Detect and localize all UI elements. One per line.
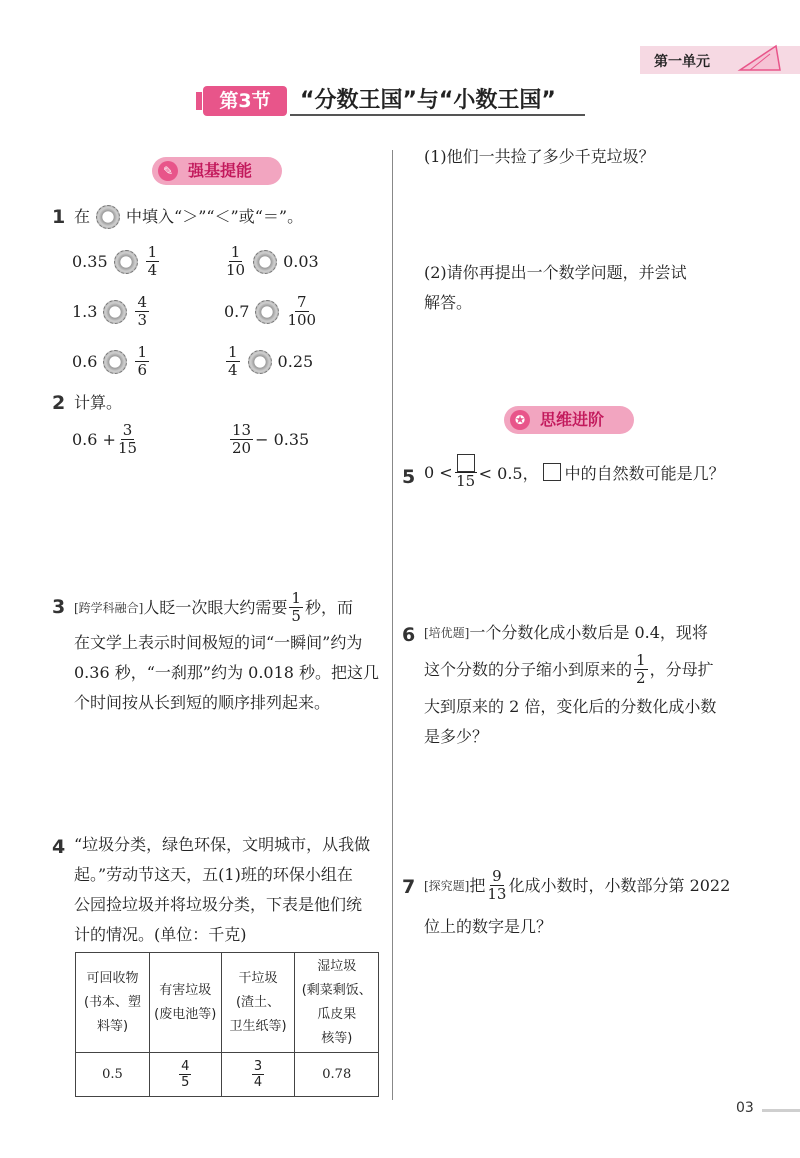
q1-item-6-frac xyxy=(226,344,240,379)
q3-line-1a: 人眨一次眼大约需要 xyxy=(143,597,288,617)
header-line: 瓜皮果 xyxy=(317,1006,357,1022)
header-line: (剩菜剩饭、 xyxy=(301,982,372,998)
table-row xyxy=(76,1053,379,1097)
q6-line-2b: ，分母扩 xyxy=(649,659,714,679)
q1-item-5-frac xyxy=(135,344,149,379)
table-header xyxy=(295,953,379,1053)
header-line: 卫生纸等) xyxy=(229,1018,287,1034)
q3-tag: [跨学科融合] xyxy=(74,600,144,615)
header-line: (废电池等) xyxy=(154,1006,217,1022)
q6-line-3: 大到原来的 2 倍，变化后的分数化成小数 xyxy=(424,697,717,716)
q7-part-a: 把 xyxy=(469,875,486,895)
cell-frac xyxy=(252,1059,264,1090)
page-number-bar xyxy=(762,1109,800,1112)
q7-line-1 xyxy=(424,868,730,903)
q1-item-2-right: 0.03 xyxy=(283,252,319,271)
frac-den: 10 xyxy=(226,261,246,279)
q3-line-1b: 秒，而 xyxy=(304,597,353,617)
frac-den: 20 xyxy=(232,439,252,457)
q3-number: 3 xyxy=(52,596,66,618)
frac-den: 3 xyxy=(137,311,147,329)
q3-line-2: 在文学上表示时间极短的词“一瞬间”约为 xyxy=(74,633,363,652)
frac-num: 1 xyxy=(291,589,301,607)
header-line: 可回收物 xyxy=(86,970,139,986)
q2-expr-1 xyxy=(72,422,139,457)
q6-line-4: 是多少？ xyxy=(424,727,489,746)
header-line: 有害垃圾 xyxy=(159,982,212,998)
frac-num: 13 xyxy=(232,421,252,439)
pencil-icon: ✎ xyxy=(158,161,178,181)
q4-sub-2b: 解答。 xyxy=(424,293,473,312)
section-advanced-label: 思维进阶 xyxy=(540,410,605,429)
q7-tag: [探究题] xyxy=(424,878,470,893)
section-advanced xyxy=(504,406,634,434)
q1-item-3-frac xyxy=(135,294,149,329)
header-line: 料等) xyxy=(96,1018,129,1034)
q1-item-4 xyxy=(224,294,318,329)
q6-number: 6 xyxy=(402,624,416,646)
q3-line-3: 0.36 秒，“一刹那”约为 0.018 秒。把这几 xyxy=(74,663,380,682)
table-cell xyxy=(149,1053,221,1097)
title-underline xyxy=(290,114,585,116)
q1-item-5 xyxy=(72,344,151,379)
medal-icon: ✪ xyxy=(510,410,530,430)
header-line: (书本、塑 xyxy=(83,994,142,1010)
page-number: 03 xyxy=(736,1100,754,1116)
q5-frac xyxy=(455,454,477,490)
title-accent xyxy=(196,92,202,110)
q7-frac xyxy=(487,868,506,903)
q7-part-b: 化成小数时，小数部分第 2022 xyxy=(508,875,731,895)
q1-prompt-suffix: 中填入“＞”“＜”或“＝”。 xyxy=(126,207,304,226)
q2-expr-2-frac xyxy=(230,422,253,457)
q5-line xyxy=(424,454,725,490)
q1-item-4-frac xyxy=(287,294,316,329)
q6-line-2 xyxy=(424,652,714,687)
table-cell: 0.5 xyxy=(76,1053,150,1097)
q1-item-1-left: 0.35 xyxy=(72,252,108,271)
q2-prompt: 计算。 xyxy=(74,393,123,412)
q6-line-1-text: 一个分数化成小数后是 0.4，现将 xyxy=(469,623,708,642)
ruler-icon xyxy=(736,42,784,74)
q3-line-1 xyxy=(74,590,353,625)
q4-sub-2a: (2)请你再提出一个数学问题，并尝试 xyxy=(424,263,687,282)
q1-item-3-blank[interactable] xyxy=(103,300,127,324)
cell-frac xyxy=(179,1059,191,1090)
q1-prompt xyxy=(74,202,303,232)
q1-item-4-left: 0.7 xyxy=(224,302,250,321)
q1-item-6-right: 0.25 xyxy=(277,352,314,371)
frac-den: 6 xyxy=(137,361,147,379)
header-line: (渣土、 xyxy=(235,994,281,1010)
q6-line-1 xyxy=(424,618,708,648)
q2-expr-1-frac xyxy=(118,422,137,457)
frac-den: 5 xyxy=(181,1075,190,1090)
unit-label: 第一单元 xyxy=(654,54,710,70)
q1-item-2-blank[interactable] xyxy=(253,250,277,274)
q4-sub-1: (1)他们一共捡了多少千克垃圾？ xyxy=(424,147,655,166)
page-title: “分数王国”与“小数王国” xyxy=(300,88,556,113)
frac-num: 4 xyxy=(137,293,147,311)
frac-num: 3 xyxy=(122,421,133,439)
section-basic xyxy=(152,157,282,185)
q6-tag: [培优题] xyxy=(424,626,470,640)
q1-item-1-blank[interactable] xyxy=(114,250,138,274)
q1-item-4-blank[interactable] xyxy=(255,300,279,324)
q1-item-3 xyxy=(72,294,151,329)
table-header-row xyxy=(76,953,379,1053)
q4-line-2: 起。”劳动节这天，五(1)班的环保小组在 xyxy=(74,865,353,884)
section-badge: 第3节 xyxy=(203,86,287,116)
q2-expr-2 xyxy=(228,422,309,457)
q5-part-c: 中的自然数可能是几？ xyxy=(564,463,725,483)
q1-number: 1 xyxy=(52,206,66,228)
table-header xyxy=(149,953,221,1053)
frac-num: 1 xyxy=(230,243,241,261)
q6-frac xyxy=(634,652,648,687)
q5-part-b: < 0.5， xyxy=(478,463,539,483)
frac-num: 7 xyxy=(297,293,307,311)
header-line: 湿垃圾 xyxy=(317,958,357,974)
q3-line-4: 个时间按从长到短的顺序排列起来。 xyxy=(74,693,331,712)
q1-item-6 xyxy=(224,344,313,379)
q4-line-3: 公园捡垃圾并将垃圾分类，下表是他们统 xyxy=(74,895,363,914)
header-line: 核等) xyxy=(321,1030,353,1046)
q4-line-1: “垃圾分类，绿色环保，文明城市，从我做 xyxy=(74,835,371,854)
q6-line-2a: 这个分数的分子缩小到原来的 xyxy=(424,659,633,679)
q2-number: 2 xyxy=(52,392,66,414)
table-cell xyxy=(221,1053,295,1097)
frac-num: 1 xyxy=(147,243,158,261)
frac-num: 3 xyxy=(253,1059,263,1074)
q7-line-2: 位上的数字是几？ xyxy=(424,917,553,936)
frac-den: 4 xyxy=(253,1075,263,1090)
waste-table xyxy=(75,952,379,1097)
column-divider xyxy=(392,150,393,1100)
q1-item-5-blank[interactable] xyxy=(103,350,127,374)
table-cell: 0.78 xyxy=(295,1053,379,1097)
frac-num: 4 xyxy=(181,1059,190,1074)
q5-box[interactable] xyxy=(543,463,561,481)
frac-den: 15 xyxy=(456,472,476,490)
header-line: 干垃圾 xyxy=(238,970,278,986)
q5-part-a: 0 < xyxy=(424,462,453,482)
frac-num: 9 xyxy=(492,867,502,885)
q7-number: 7 xyxy=(402,876,416,898)
q2-expr-1-left: 0.6 + xyxy=(72,430,116,449)
q1-item-3-left: 1.3 xyxy=(72,302,98,321)
frac-den: 100 xyxy=(287,311,317,329)
frac-num: 1 xyxy=(228,343,238,361)
q4-line-4: 计的情况。(单位：千克) xyxy=(74,925,247,944)
unit-tab xyxy=(640,46,800,74)
q1-item-2-frac xyxy=(226,244,245,279)
q1-prompt-text: 在 xyxy=(74,207,91,226)
frac-den: 4 xyxy=(228,361,238,379)
q2-expr-2-right: − 0.35 xyxy=(255,430,310,449)
section-basic-label: 强基提能 xyxy=(188,161,253,180)
table-header xyxy=(76,953,150,1053)
frac-den: 5 xyxy=(291,607,301,625)
q1-item-6-blank[interactable] xyxy=(248,350,272,374)
q3-frac xyxy=(289,590,303,625)
frac-num xyxy=(455,454,477,473)
q1-item-5-left: 0.6 xyxy=(72,352,98,371)
frac-den: 15 xyxy=(117,439,138,457)
table-header xyxy=(221,953,295,1053)
frac-den: 2 xyxy=(636,669,646,687)
frac-num: 1 xyxy=(636,651,646,669)
q1-item-1-frac xyxy=(146,244,160,279)
q4-number: 4 xyxy=(52,836,66,858)
q5-number: 5 xyxy=(402,466,416,488)
frac-den: 13 xyxy=(487,885,507,903)
frac-num: 1 xyxy=(137,343,147,361)
frac-den: 4 xyxy=(147,261,158,279)
q1-item-1 xyxy=(72,244,161,279)
q1-circle-example xyxy=(96,205,120,229)
q1-item-2 xyxy=(224,244,319,279)
q5-blank-box[interactable] xyxy=(457,454,475,472)
